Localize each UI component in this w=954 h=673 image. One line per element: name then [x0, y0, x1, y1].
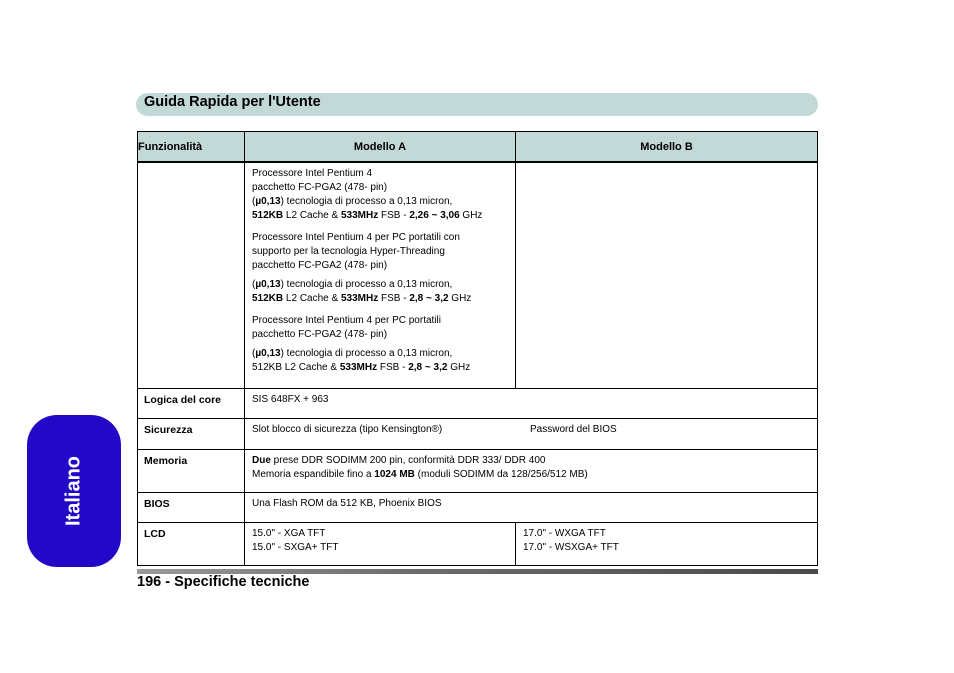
lcd-a-line-2: 15.0" - SXGA+ TFT: [252, 542, 339, 553]
processor-block-3: [252, 314, 509, 375]
cpu1-cache-line: 512KB L2 Cache & 533MHz FSB - 2,26 ~ 3,06 GHz: [252, 210, 483, 221]
core-logic-value: SIS 648FX + 963: [245, 389, 818, 419]
cpu1-line1: Processore Intel Pentium 4: [252, 168, 373, 179]
bios-value: Una Flash ROM da 512 KB, Phoenix BIOS: [245, 493, 818, 523]
header-title: Guida Rapida per l'Utente: [144, 94, 321, 110]
table-row-security: [138, 419, 818, 450]
bios-label: BIOS: [138, 493, 245, 523]
lcd-b-line-1: 17.0" - WXGA TFT: [523, 528, 606, 539]
col-header-model-b: Modello B: [516, 132, 818, 163]
language-tab: [27, 415, 121, 567]
processor-block-1: [252, 167, 509, 223]
cpu2-line3: pacchetto FC-PGA2 (478- pin): [252, 260, 388, 271]
spec-table: [137, 131, 818, 566]
cpu3-line2: pacchetto FC-PGA2 (478- pin): [252, 329, 388, 340]
cpu1-line2: pacchetto FC-PGA2 (478- pin): [252, 182, 388, 193]
memory-line-2: Memoria espandibile fino a 1024 MB (moduli SODIMM da 128/256/512 MB): [252, 469, 588, 480]
header-bar: [136, 93, 818, 116]
cpu2-line2: supporto per la tecnologia Hyper-Threading: [252, 246, 445, 257]
table-row-lcd: [138, 523, 818, 566]
lcd-label: LCD: [138, 523, 245, 566]
processor-block-2: [252, 231, 509, 306]
security-label: Sicurezza: [138, 419, 245, 450]
cpu1-tech-line: (µ0,13) tecnologia di processo a 0,13 micron,: [252, 196, 453, 207]
col-header-model-a: Modello A: [245, 132, 516, 163]
memory-value-cell: [245, 450, 818, 493]
footer-page-title: 196 - Specifiche tecniche: [137, 574, 310, 590]
cpu2-cache-line: 512KB L2 Cache & 533MHz FSB - 2,8 ~ 3,2 GHz: [252, 293, 472, 304]
processor-label-cell: [138, 162, 245, 389]
cpu3-tech-line: (µ0,13) tecnologia di processo a 0,13 micron,: [252, 348, 453, 359]
language-tab-label: Italiano: [62, 455, 85, 527]
table-row-core-logic: [138, 389, 818, 419]
table-header-row: [138, 132, 818, 163]
processor-model-a-cell: [245, 162, 516, 389]
lcd-model-a-cell: [245, 523, 516, 566]
core-logic-label: Logica del core: [138, 389, 245, 419]
table-row-memory: [138, 450, 818, 493]
cpu2-line1: Processore Intel Pentium 4 per PC portatili con: [252, 232, 460, 243]
lcd-a-line-1: 15.0" - XGA TFT: [252, 528, 326, 539]
lcd-b-line-2: 17.0" - WSXGA+ TFT: [523, 542, 619, 553]
table-row-bios: [138, 493, 818, 523]
col-header-feature: Funzionalità: [138, 132, 245, 163]
cpu3-line1: Processore Intel Pentium 4 per PC portatili: [252, 315, 441, 326]
memory-line-1: Due prese DDR SODIMM 200 pin, conformità DDR 333/ DDR 400: [252, 455, 546, 466]
security-value-b: Password del BIOS: [530, 424, 617, 435]
table-row-processor: [138, 162, 818, 389]
memory-label: Memoria: [138, 450, 245, 493]
processor-model-b-cell: [516, 162, 818, 389]
cpu2-tech-line: (µ0,13) tecnologia di processo a 0,13 micron,: [252, 279, 453, 290]
security-value-cell: [245, 419, 818, 450]
lcd-model-b-cell: [516, 523, 818, 566]
security-value-a: Slot blocco di sicurezza (tipo Kensington®): [252, 424, 443, 435]
cpu3-cache-line: 512KB L2 Cache & 533MHz FSB - 2,8 ~ 3,2 GHz: [252, 362, 471, 373]
